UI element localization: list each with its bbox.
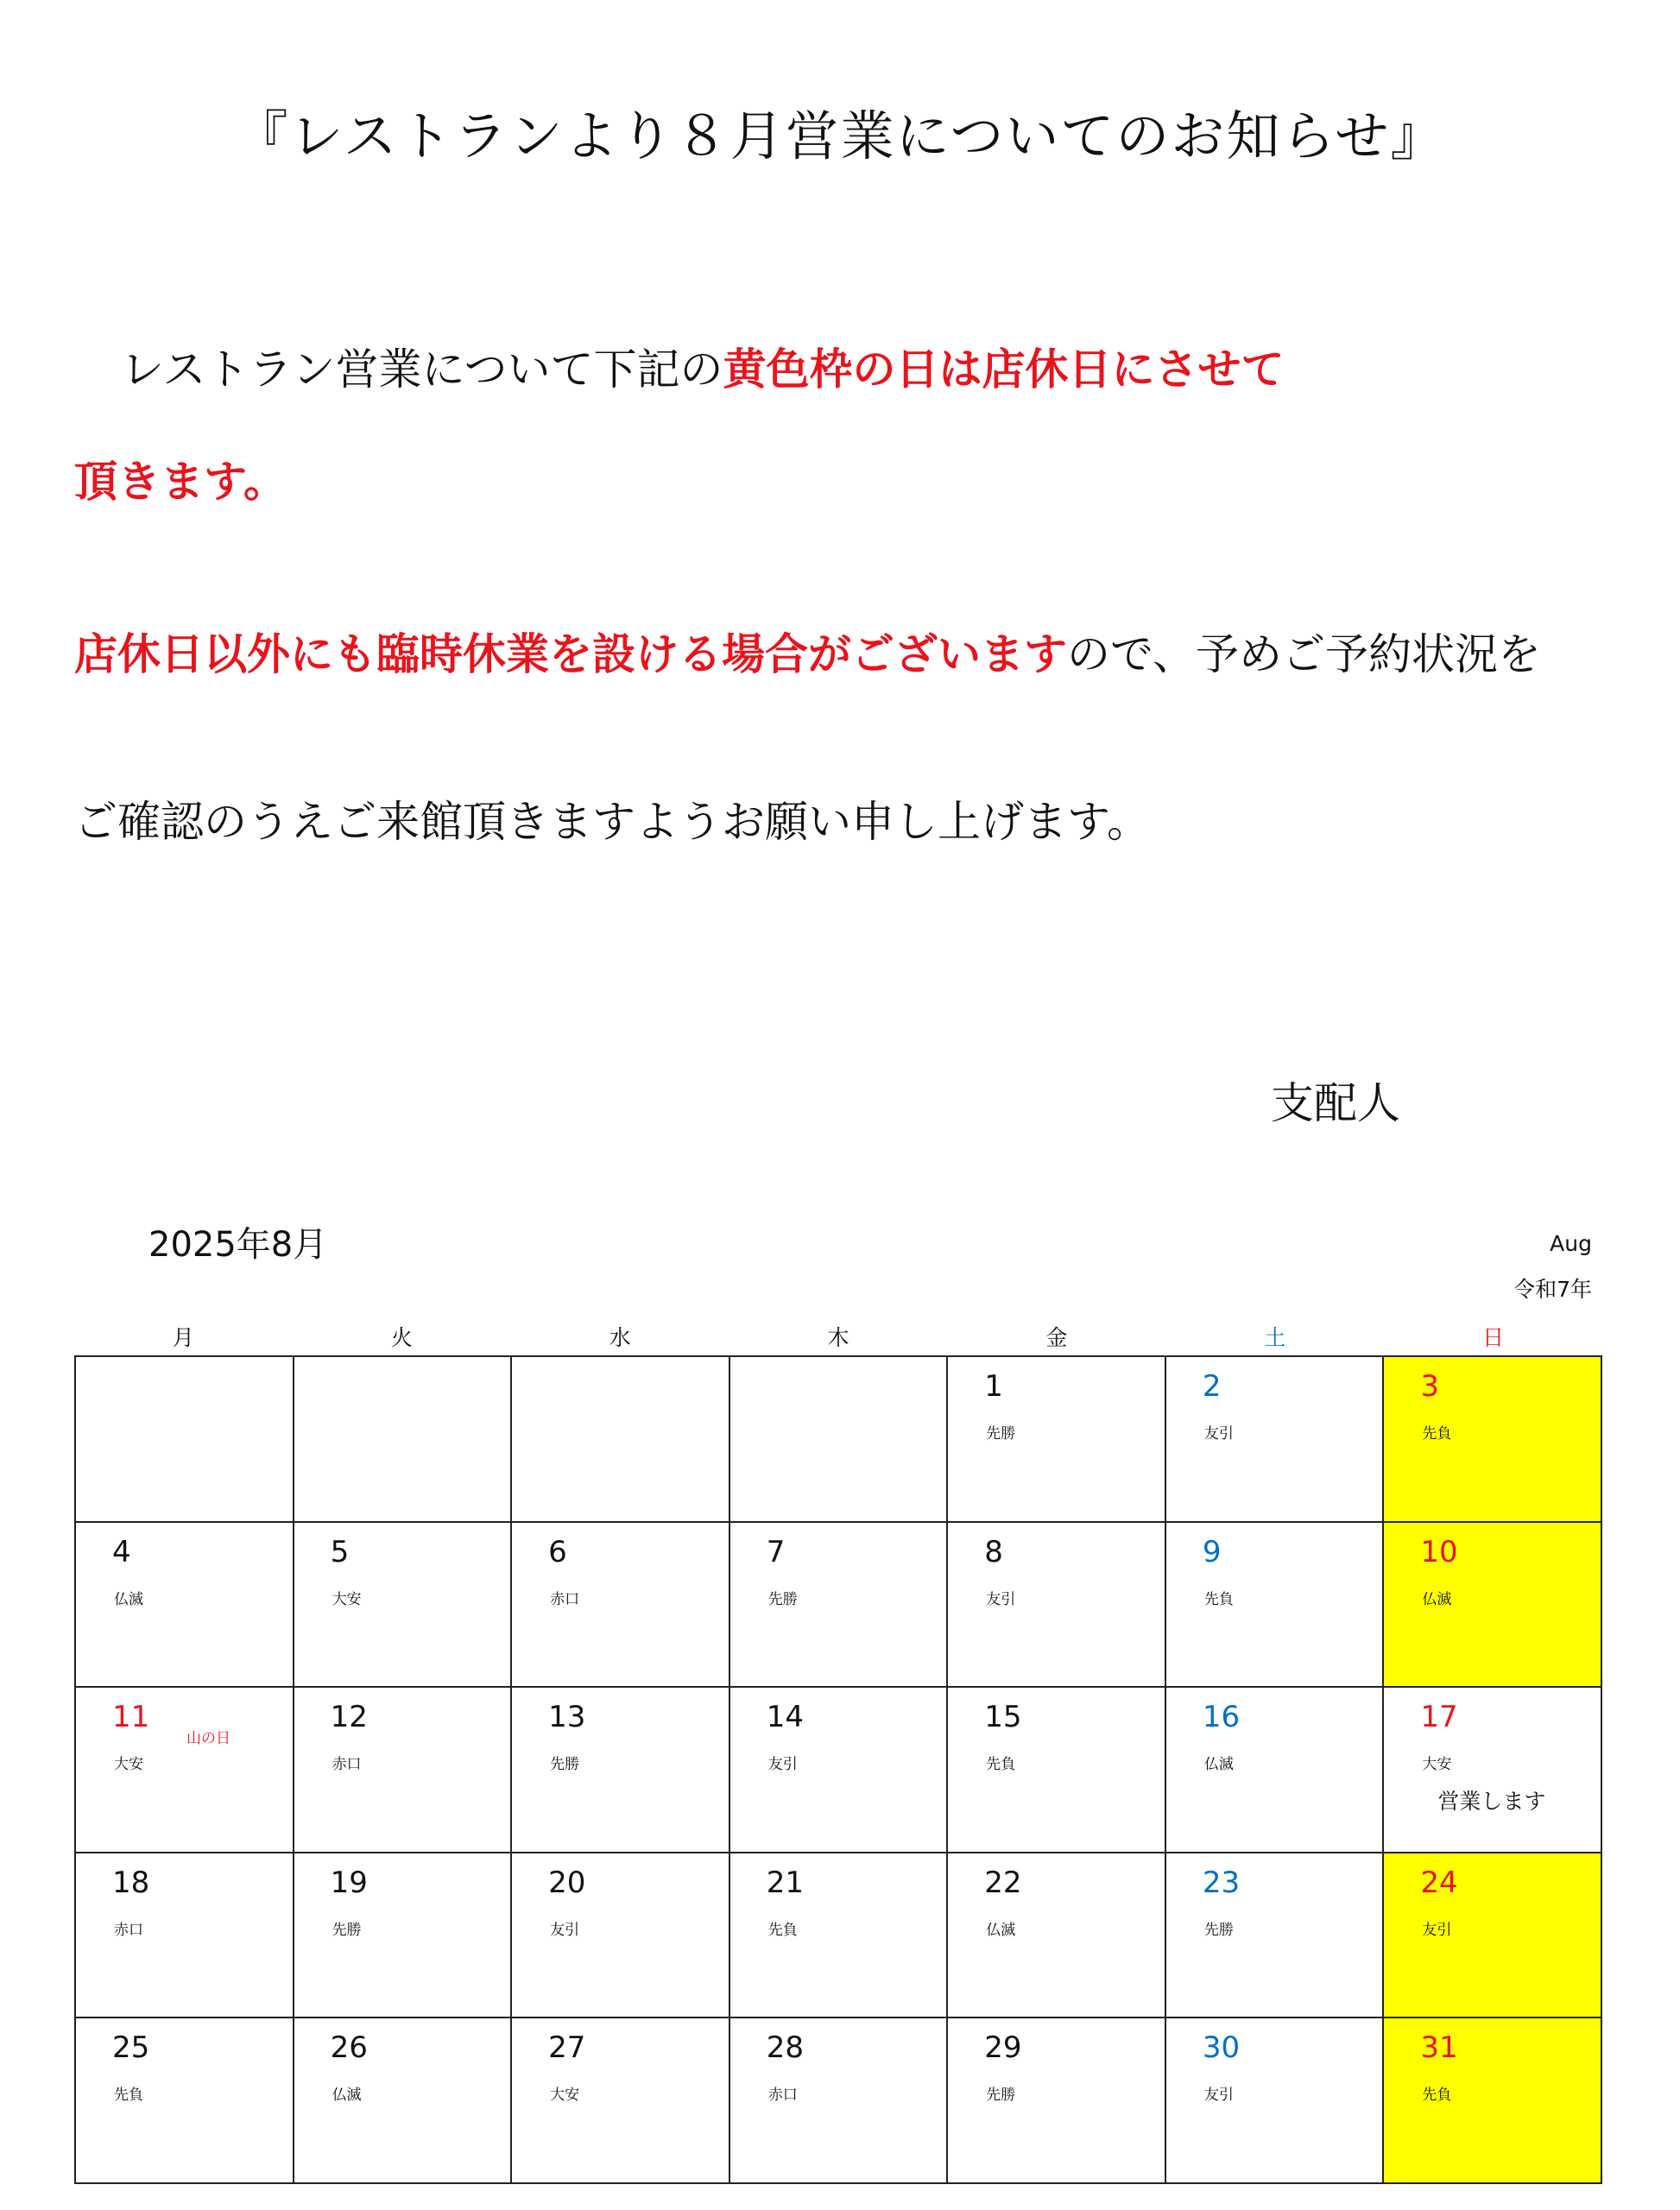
notice-line-3-plain: ので、予めご予約状況を [1067, 629, 1541, 679]
day-number: 5 [330, 1534, 350, 1569]
day-number: 15 [984, 1700, 1022, 1735]
calendar-day-cell [730, 1688, 949, 1853]
calendar-english-month: Aug [1550, 1231, 1592, 1256]
rokuyo-label: 大安 [114, 1756, 143, 1774]
holiday-label: 山の日 [186, 1730, 231, 1748]
rokuyo-label: 友引 [1422, 1921, 1452, 1939]
rokuyo-label: 先勝 [332, 1921, 362, 1939]
calendar-day-cell [76, 1853, 294, 2019]
rokuyo-label: 先勝 [550, 1756, 580, 1774]
notice-line-3-highlight: 店休日以外にも臨時休業を設ける場合がございます [74, 629, 1067, 679]
notice-line-4 [74, 787, 1150, 849]
rokuyo-label: 先負 [767, 1921, 798, 1939]
day-number: 11 [112, 1700, 150, 1735]
calendar-empty-cell [294, 1357, 513, 1523]
rokuyo-label: 先勝 [986, 1425, 1016, 1443]
day-number: 31 [1420, 2030, 1458, 2066]
calendar-day-cell [1384, 1853, 1602, 2019]
calendar-era-year: 令和7年 [1513, 1277, 1592, 1302]
calendar-day-cell [512, 2018, 730, 2184]
calendar-day-cell [948, 2018, 1166, 2184]
calendar-day-cell [1384, 1688, 1602, 1853]
weekday-label: 木 [827, 1325, 849, 1350]
day-number: 1 [984, 1369, 1003, 1404]
day-number: 7 [766, 1534, 786, 1569]
rokuyo-label: 先勝 [1203, 1921, 1234, 1939]
rokuyo-label: 友引 [986, 1590, 1016, 1608]
calendar-day-cell [76, 2018, 294, 2184]
rokuyo-label: 仏滅 [114, 1590, 143, 1608]
day-number: 22 [984, 1865, 1022, 1900]
notice-title: 『レストランより８月営業についてのお知らせ』 [234, 104, 1446, 167]
calendar-day-cell [512, 1523, 730, 1689]
notice-line-2 [74, 447, 287, 509]
rokuyo-label: 友引 [1203, 1425, 1234, 1443]
calendar-day-cell [1384, 2018, 1602, 2184]
rokuyo-label: 先勝 [986, 2087, 1016, 2105]
day-number: 21 [766, 1865, 804, 1900]
day-number: 2 [1202, 1369, 1222, 1404]
notice-line-3 [74, 620, 1541, 682]
notice-line-4-plain: ご確認のうえご来館頂きますようお願い申し上げます。 [74, 797, 1150, 847]
calendar-day-cell [948, 1357, 1166, 1523]
calendar-day-cell [1166, 1853, 1385, 2019]
weekday-label: 日 [1482, 1325, 1505, 1350]
day-number: 4 [112, 1534, 131, 1569]
rokuyo-label: 先負 [986, 1756, 1016, 1774]
calendar-day-cell [1384, 1523, 1602, 1689]
notice-line-1 [121, 335, 1285, 397]
weekday-label: 月 [172, 1325, 194, 1350]
day-number: 16 [1202, 1700, 1241, 1735]
day-number: 10 [1420, 1534, 1458, 1569]
calendar-weekday-header [74, 1321, 1602, 1355]
rokuyo-label: 仏滅 [1422, 1590, 1452, 1608]
day-number: 12 [330, 1700, 368, 1735]
rokuyo-label: 赤口 [332, 1756, 362, 1774]
notice-line-1-plain: レストラン営業について下記の [121, 344, 723, 395]
calendar-day-cell [1384, 1357, 1602, 1523]
calendar-day-cell [76, 1523, 294, 1689]
calendar-day-cell [76, 1688, 294, 1853]
rokuyo-label: 友引 [767, 1756, 798, 1774]
rokuyo-label: 友引 [550, 1921, 580, 1939]
calendar-day-cell [948, 1853, 1166, 2019]
day-number: 17 [1420, 1700, 1458, 1735]
day-number: 23 [1202, 1865, 1241, 1900]
notice-line-1-highlight: 黄色枠の日は店休日にさせて [723, 344, 1285, 395]
rokuyo-label: 先勝 [767, 1590, 798, 1608]
calendar-day-cell [1166, 1688, 1385, 1853]
day-number: 9 [1202, 1534, 1222, 1569]
calendar-day-cell [294, 1853, 513, 2019]
calendar-empty-cell [76, 1357, 294, 1523]
day-number: 25 [112, 2030, 150, 2066]
weekday-label: 金 [1045, 1325, 1068, 1350]
rokuyo-label: 友引 [1203, 2087, 1234, 2105]
rokuyo-label: 赤口 [114, 1921, 143, 1939]
day-number: 26 [330, 2030, 368, 2066]
notice-line-2-highlight: 頂きます。 [74, 457, 287, 507]
day-number: 20 [548, 1865, 586, 1900]
day-number: 28 [766, 2030, 804, 2066]
open-note: 営業します [1437, 1789, 1546, 1815]
rokuyo-label: 大安 [332, 1590, 362, 1608]
day-number: 8 [984, 1534, 1003, 1569]
weekday-label: 火 [390, 1325, 413, 1350]
rokuyo-label: 先負 [1422, 1425, 1452, 1443]
calendar-day-cell [1166, 1357, 1385, 1523]
rokuyo-label: 先負 [1422, 2087, 1452, 2105]
day-number: 19 [330, 1865, 368, 1900]
calendar-day-cell [294, 2018, 513, 2184]
rokuyo-label: 仏滅 [986, 1921, 1016, 1939]
calendar-empty-cell [730, 1357, 949, 1523]
calendar-month-label: 2025年8月 [148, 1225, 328, 1265]
calendar-empty-cell [512, 1357, 730, 1523]
rokuyo-label: 大安 [1422, 1756, 1452, 1774]
calendar-day-cell [730, 2018, 949, 2184]
signature: 支配人 [1271, 1078, 1400, 1128]
rokuyo-label: 赤口 [767, 2087, 798, 2105]
rokuyo-label: 仏滅 [332, 2087, 362, 2105]
rokuyo-label: 先負 [1203, 1590, 1234, 1608]
calendar-day-cell [294, 1523, 513, 1689]
rokuyo-label: 大安 [550, 2087, 580, 2105]
rokuyo-label: 赤口 [550, 1590, 580, 1608]
calendar-day-cell [1166, 2018, 1385, 2184]
day-number: 3 [1420, 1369, 1440, 1404]
day-number: 27 [548, 2030, 586, 2066]
calendar-day-cell [1166, 1523, 1385, 1689]
day-number: 13 [548, 1700, 586, 1735]
calendar-day-cell [730, 1853, 949, 2019]
calendar-day-cell [948, 1523, 1166, 1689]
day-number: 6 [548, 1534, 567, 1569]
weekday-label: 土 [1264, 1325, 1286, 1350]
day-number: 30 [1202, 2030, 1241, 2066]
calendar-day-cell [294, 1688, 513, 1853]
rokuyo-label: 先負 [114, 2087, 143, 2105]
rokuyo-label: 仏滅 [1203, 1756, 1234, 1774]
calendar-grid [74, 1355, 1602, 2184]
day-number: 14 [766, 1700, 804, 1735]
day-number: 24 [1420, 1865, 1458, 1900]
calendar-day-cell [512, 1853, 730, 2019]
weekday-label: 水 [609, 1325, 631, 1350]
calendar-day-cell [730, 1523, 949, 1689]
calendar-day-cell [948, 1688, 1166, 1853]
day-number: 29 [984, 2030, 1022, 2066]
calendar-day-cell [512, 1688, 730, 1853]
day-number: 18 [112, 1865, 150, 1900]
